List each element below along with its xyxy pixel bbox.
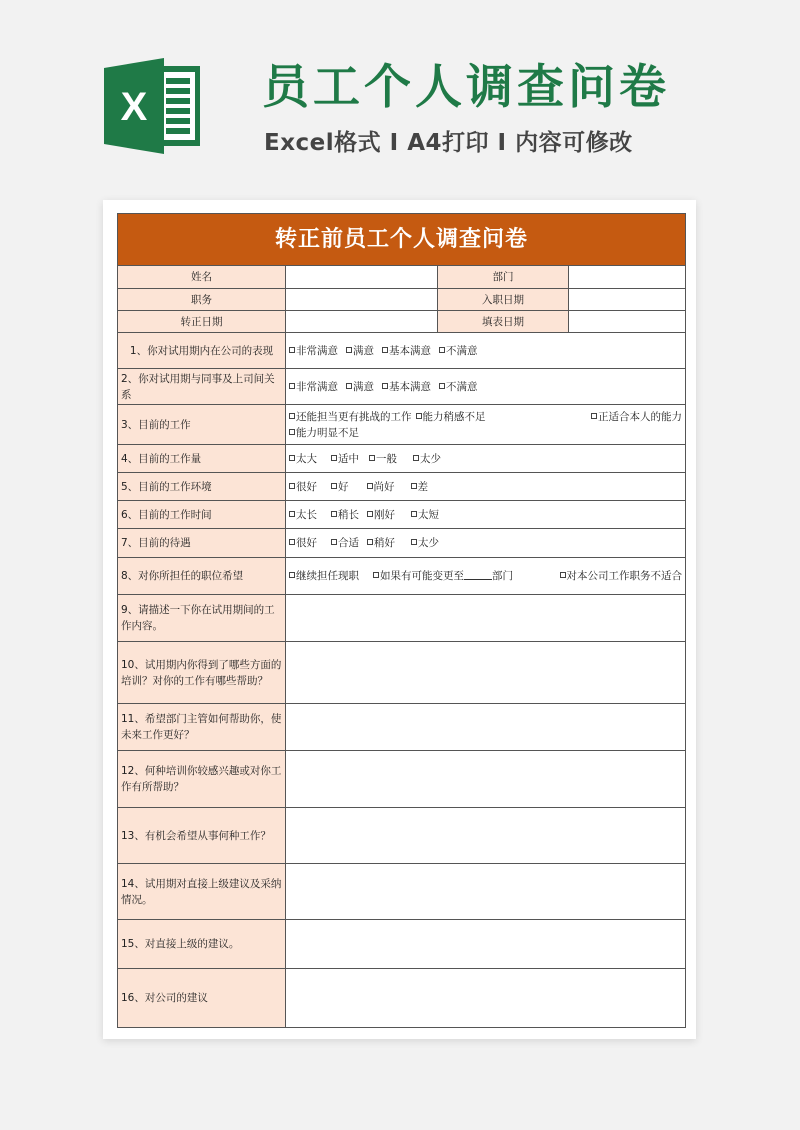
- question-row: [118, 969, 686, 1028]
- option-checkbox[interactable]: 不满意: [439, 379, 478, 395]
- option-checkbox[interactable]: 很好: [289, 479, 317, 495]
- option-checkbox[interactable]: 刚好: [367, 507, 395, 523]
- name-field[interactable]: [286, 266, 438, 289]
- question-label: 3、目前的工作: [118, 405, 286, 445]
- fill-date-field[interactable]: [569, 311, 686, 333]
- checkbox-icon: [382, 383, 388, 389]
- checkbox-icon: [331, 511, 337, 517]
- checkbox-icon: [331, 483, 337, 489]
- regularization-date-label: 转正日期: [118, 311, 286, 333]
- hire-date-field[interactable]: [569, 289, 686, 311]
- question-row: [118, 864, 686, 920]
- question-row: [118, 920, 686, 969]
- question-row: [118, 808, 686, 864]
- question-label: 6、目前的工作时间: [118, 501, 286, 529]
- question-label: 9、请描述一下你在试用期间的工作内容。: [118, 595, 286, 642]
- fill-date-label: 填表日期: [438, 311, 569, 333]
- question-label: 5、目前的工作环境: [118, 473, 286, 501]
- option-checkbox[interactable]: 太大: [289, 451, 317, 467]
- checkbox-icon: [439, 347, 445, 353]
- survey-table: [117, 213, 686, 1028]
- checkbox-icon: [346, 347, 352, 353]
- option-checkbox[interactable]: 太少: [413, 451, 441, 467]
- question-label: 12、何种培训你较感兴趣或对你工作有所帮助？: [118, 751, 286, 808]
- checkbox-icon: [367, 483, 373, 489]
- question-label: 15、对直接上级的建议。: [118, 920, 286, 969]
- position-label: 职务: [118, 289, 286, 311]
- option-checkbox[interactable]: 对本公司工作职务不适合: [560, 568, 683, 584]
- question-options: [286, 369, 686, 405]
- option-checkbox[interactable]: 正适合本人的能力: [591, 409, 682, 425]
- question-label: 13、有机会希望从事何种工作？: [118, 808, 286, 864]
- question-label: 8、对你所担任的职位希望: [118, 558, 286, 595]
- department-label: 部门: [438, 266, 569, 289]
- question-options: [286, 558, 686, 595]
- checkbox-icon: [289, 429, 295, 435]
- checkbox-icon: [331, 455, 337, 461]
- question-row: [118, 529, 686, 558]
- checkbox-icon: [439, 383, 445, 389]
- department-field[interactable]: [569, 266, 686, 289]
- checkbox-icon: [289, 413, 295, 419]
- checkbox-icon: [289, 483, 295, 489]
- banner-subtitle: Excel格式 I A4打印 I 内容可修改: [264, 130, 633, 156]
- question-options: [286, 405, 686, 445]
- question-label: 2、你对试用期与同事及上司间关系: [118, 369, 286, 405]
- question-row: [118, 333, 686, 369]
- option-checkbox[interactable]: 尚好: [367, 479, 395, 495]
- checkbox-icon: [289, 539, 295, 545]
- answer-field[interactable]: [286, 642, 686, 704]
- checkbox-icon: [560, 572, 566, 578]
- info-row: [118, 289, 686, 311]
- option-checkbox[interactable]: 非常满意: [289, 379, 338, 395]
- checkbox-icon: [382, 347, 388, 353]
- option-checkbox[interactable]: 差: [411, 479, 429, 495]
- option-checkbox[interactable]: 能力稍感不足: [416, 409, 486, 425]
- question-options: [286, 529, 686, 558]
- option-checkbox[interactable]: 适中: [331, 451, 359, 467]
- checkbox-icon: [346, 383, 352, 389]
- question-row: [118, 558, 686, 595]
- question-row: [118, 473, 686, 501]
- banner-title: 员工个人调查问卷: [262, 60, 670, 115]
- option-checkbox[interactable]: 不满意: [439, 343, 478, 359]
- option-checkbox[interactable]: 如果有可能变更至 部门: [373, 568, 513, 584]
- answer-field[interactable]: [286, 920, 686, 969]
- regularization-date-field[interactable]: [286, 311, 438, 333]
- question-options: [286, 501, 686, 529]
- form-sheet: [103, 200, 696, 1039]
- option-checkbox[interactable]: 基本满意: [382, 379, 431, 395]
- answer-field[interactable]: [286, 969, 686, 1028]
- checkbox-icon: [289, 511, 295, 517]
- option-checkbox[interactable]: 满意: [346, 379, 374, 395]
- checkbox-icon: [367, 539, 373, 545]
- question-options: [286, 445, 686, 473]
- checkbox-icon: [331, 539, 337, 545]
- question-label: 4、目前的工作量: [118, 445, 286, 473]
- department-blank[interactable]: [464, 570, 492, 580]
- option-checkbox[interactable]: 满意: [346, 343, 374, 359]
- question-row: [118, 445, 686, 473]
- name-label: 姓名: [118, 266, 286, 289]
- option-checkbox[interactable]: 能力明显不足: [289, 425, 359, 441]
- question-row: [118, 642, 686, 704]
- option-checkbox[interactable]: 合适: [331, 535, 359, 551]
- checkbox-icon: [413, 455, 419, 461]
- checkbox-icon: [289, 572, 295, 578]
- option-checkbox[interactable]: 太短: [411, 507, 439, 523]
- checkbox-icon: [591, 413, 597, 419]
- question-options: [286, 333, 686, 369]
- option-checkbox[interactable]: 一般: [369, 451, 397, 467]
- checkbox-icon: [289, 347, 295, 353]
- question-label: 16、对公司的建议: [118, 969, 286, 1028]
- option-checkbox[interactable]: 稍好: [367, 535, 395, 551]
- checkbox-icon: [411, 511, 417, 517]
- question-label: 1、你对试用期内在公司的表现: [118, 333, 286, 369]
- info-row: [118, 266, 686, 289]
- answer-field[interactable]: [286, 595, 686, 642]
- hire-date-label: 入职日期: [438, 289, 569, 311]
- position-field[interactable]: [286, 289, 438, 311]
- option-checkbox[interactable]: 还能担当更有挑战的工作: [289, 409, 412, 425]
- option-checkbox[interactable]: 继续担任现职: [289, 568, 359, 584]
- svg-text:X: X: [120, 85, 148, 129]
- checkbox-icon: [289, 383, 295, 389]
- option-checkbox[interactable]: 非常满意: [289, 343, 338, 359]
- checkbox-icon: [369, 455, 375, 461]
- question-label: 11、希望部门主管如何帮助你，使未来工作更好？: [118, 704, 286, 751]
- checkbox-icon: [367, 511, 373, 517]
- answer-field[interactable]: [286, 864, 686, 920]
- option-checkbox[interactable]: 好: [331, 479, 349, 495]
- checkbox-icon: [289, 455, 295, 461]
- answer-field[interactable]: [286, 704, 686, 751]
- question-row: [118, 405, 686, 445]
- question-row: [118, 501, 686, 529]
- question-label: 7、目前的待遇: [118, 529, 286, 558]
- checkbox-icon: [411, 483, 417, 489]
- question-row: [118, 595, 686, 642]
- question-label: 10、试用期内你得到了哪些方面的培训？对你的工作有哪些帮助？: [118, 642, 286, 704]
- option-checkbox[interactable]: 很好: [289, 535, 317, 551]
- form-title: 转正前员工个人调查问卷: [118, 214, 686, 266]
- question-row: [118, 369, 686, 405]
- checkbox-icon: [411, 539, 417, 545]
- option-checkbox[interactable]: 稍长: [331, 507, 359, 523]
- answer-field[interactable]: [286, 751, 686, 808]
- question-row: [118, 751, 686, 808]
- banner: [0, 0, 800, 190]
- excel-logo-icon: [104, 56, 204, 156]
- question-options: [286, 473, 686, 501]
- question-row: [118, 704, 686, 751]
- checkbox-icon: [416, 413, 422, 419]
- info-row: [118, 311, 686, 333]
- question-label: 14、试用期对直接上级建议及采纳情况。: [118, 864, 286, 920]
- option-checkbox[interactable]: 太长: [289, 507, 317, 523]
- answer-field[interactable]: [286, 808, 686, 864]
- option-checkbox[interactable]: 基本满意: [382, 343, 431, 359]
- checkbox-icon: [373, 572, 379, 578]
- option-checkbox[interactable]: 太少: [411, 535, 439, 551]
